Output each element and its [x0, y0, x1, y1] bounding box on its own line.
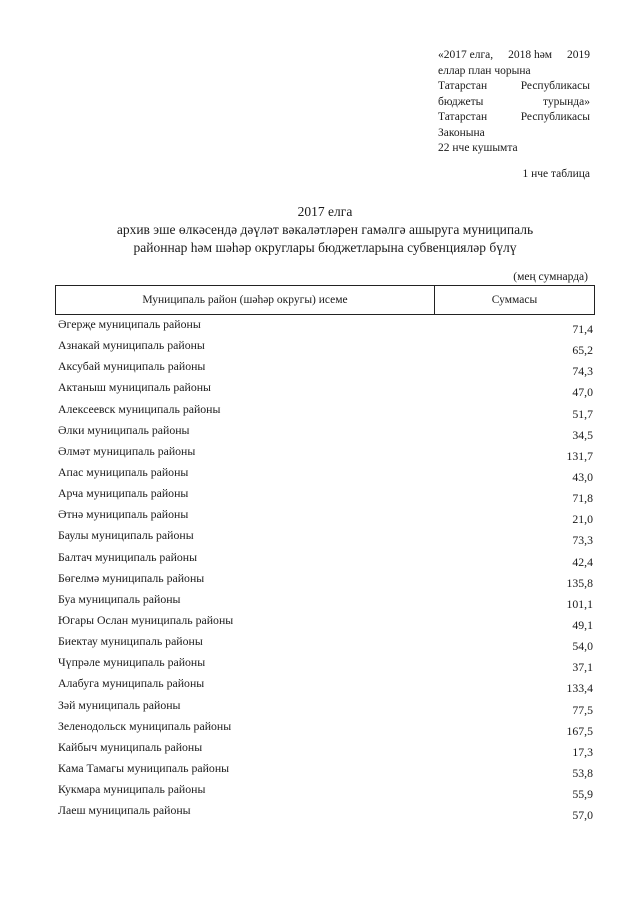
title-line-2: архив эше өлкәсендә дәүләт вәкаләтләрен гамәлгә ашыруга муниципаль — [116, 222, 534, 237]
district-name: Зеленодольск муниципаль районы — [58, 718, 232, 733]
table-header — [55, 285, 595, 315]
district-name: Әлки муниципаль районы — [58, 422, 190, 437]
table-row — [58, 591, 595, 612]
header-line-7 — [438, 141, 590, 157]
header-line-2 — [438, 64, 590, 80]
subvention-amount: 71,8 — [572, 491, 593, 506]
district-name: Балтач муниципаль районы — [58, 549, 198, 564]
district-name: Арча муниципаль районы — [58, 486, 189, 501]
table-row — [58, 337, 595, 358]
header-text: 2018 һәм — [508, 49, 553, 61]
units-note: (мең сумнарда) — [513, 271, 588, 283]
subvention-amount: 21,0 — [572, 512, 593, 527]
district-name: Чүпрәле муниципаль районы — [58, 655, 206, 670]
header-text: 22 нче кушымта — [438, 142, 518, 154]
header-text: 2019 — [567, 49, 590, 61]
header-line-3 — [438, 79, 590, 95]
subvention-amount: 135,8 — [566, 575, 593, 590]
district-name: Әгерҗе муниципаль районы — [58, 317, 201, 331]
subvention-amount: 51,7 — [572, 406, 593, 421]
district-name: Бөгелмә муниципаль районы — [58, 570, 205, 585]
header-line-4 — [438, 95, 590, 111]
subvention-amount: 47,0 — [572, 385, 593, 400]
header-line-5 — [438, 110, 590, 126]
law-reference-header — [438, 48, 590, 157]
district-name: Баулы муниципаль районы — [58, 528, 194, 543]
subvention-amount: 17,3 — [572, 744, 593, 759]
district-name: Лаеш муниципаль районы — [58, 803, 191, 818]
district-name: Югары Ослан муниципаль районы — [58, 612, 234, 627]
subvention-amount: 133,4 — [566, 681, 593, 696]
subvention-amount: 57,0 — [572, 808, 593, 823]
title-line-3: районнар һәм шәһәр округлары бюджетларына субвенцияләр бүлү — [133, 240, 517, 255]
column-header-sum: Суммасы — [491, 294, 538, 306]
table-row — [58, 443, 595, 464]
document-title — [60, 203, 590, 257]
header-text: Татарстан — [438, 80, 488, 92]
subvention-amount: 53,8 — [572, 765, 593, 780]
subvention-amount: 77,5 — [572, 702, 593, 717]
header-line-6 — [438, 126, 590, 142]
district-name: Биектау муниципаль районы — [58, 634, 203, 649]
district-name: Актаныш муниципаль районы — [58, 380, 211, 395]
header-text: Республикасы — [520, 80, 590, 92]
header-text: «2017 елга, — [438, 49, 494, 61]
district-name: Апас муниципаль районы — [58, 464, 189, 479]
district-name: Буа муниципаль районы — [58, 591, 181, 606]
header-line-1 — [438, 48, 590, 64]
table-row — [58, 506, 595, 527]
subvention-amount: 55,9 — [572, 787, 593, 802]
subvention-amount: 131,7 — [566, 448, 593, 463]
table-row — [58, 781, 595, 802]
subvention-amount: 73,3 — [572, 533, 593, 548]
subvention-amount: 42,4 — [572, 554, 593, 569]
table-row — [58, 485, 595, 506]
district-name: Алабуга муниципаль районы — [58, 676, 205, 691]
subvention-amount: 49,1 — [572, 617, 593, 632]
table-row — [58, 739, 595, 760]
header-text: еллар план чорына — [438, 64, 531, 77]
district-name: Алексеевск муниципаль районы — [58, 401, 221, 416]
header-text: бюджеты — [438, 95, 484, 108]
district-name: Кукмара муниципаль районы — [58, 782, 206, 797]
district-name: Аксубай муниципаль районы — [58, 359, 206, 374]
table-row — [58, 802, 595, 823]
district-name: Әлмәт муниципаль районы — [58, 443, 196, 458]
subvention-amount: 43,0 — [572, 469, 593, 484]
subvention-amount: 37,1 — [572, 660, 593, 675]
header-text: турында» — [543, 95, 590, 108]
column-header-name: Муниципаль район (шәһәр округы) исеме — [56, 286, 435, 314]
subvention-amount: 34,5 — [572, 427, 593, 442]
subvention-amount: 71,4 — [572, 322, 593, 336]
subvention-amount: 101,1 — [566, 596, 593, 611]
district-name: Әтнә муниципаль районы — [58, 507, 189, 522]
header-text: Республикасы — [520, 111, 590, 123]
header-text: Татарстан — [438, 111, 488, 123]
table-row — [58, 316, 595, 337]
district-name: Азнакай муниципаль районы — [58, 338, 205, 353]
district-name: Кайбыч муниципаль районы — [58, 739, 203, 754]
table-row — [58, 718, 595, 739]
table-row — [58, 379, 595, 400]
table-row — [58, 760, 595, 781]
table-row — [58, 570, 595, 591]
subvention-amount: 167,5 — [566, 723, 593, 738]
table-row — [58, 633, 595, 654]
table-row — [58, 358, 595, 379]
table-row — [58, 654, 595, 675]
table-row — [58, 675, 595, 696]
table-row — [58, 401, 595, 422]
district-name: Кама Тамагы муниципаль районы — [58, 760, 230, 775]
table-row — [58, 612, 595, 633]
subvention-amount: 65,2 — [572, 343, 593, 358]
table-row — [58, 527, 595, 548]
table-body — [58, 316, 595, 823]
table-row — [58, 464, 595, 485]
table-number: 1 нче таблица — [522, 168, 590, 180]
subvention-amount: 74,3 — [572, 364, 593, 379]
district-name: Зәй муниципаль районы — [58, 697, 181, 712]
header-text: Законына — [438, 126, 485, 139]
table-row — [58, 549, 595, 570]
title-year: 2017 елга — [297, 204, 353, 219]
table-row — [58, 422, 595, 443]
subvention-amount: 54,0 — [572, 639, 593, 654]
table-row — [58, 697, 595, 718]
